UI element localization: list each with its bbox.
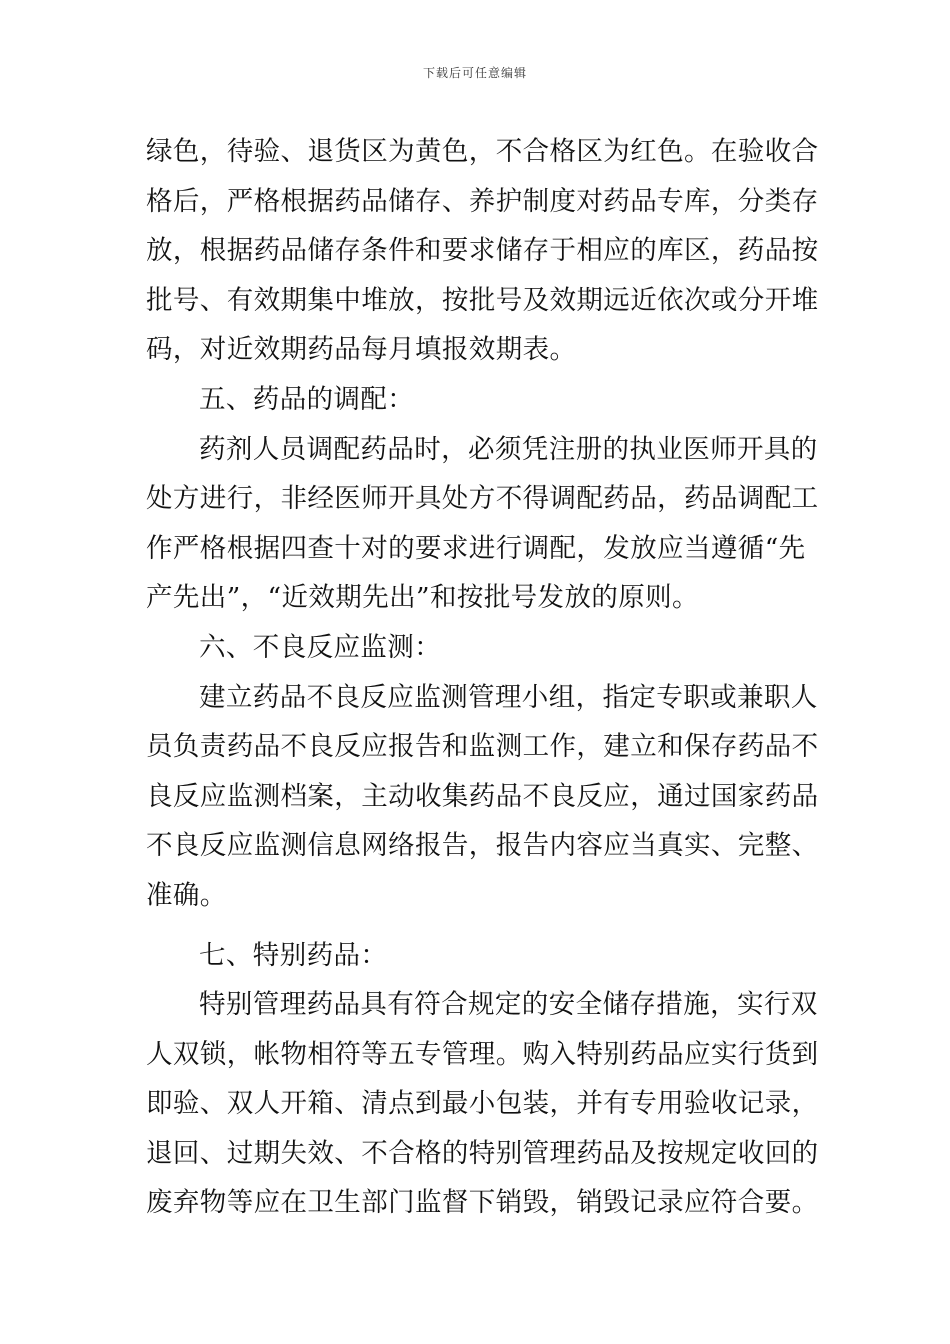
document-body <box>146 127 819 1228</box>
paragraph-line: 准确。 <box>146 879 227 911</box>
paragraph-line: 员负责药品不良反应报告和监测工作，建立和保存药品不 <box>146 731 819 763</box>
paragraph-line: 格后，严格根据药品储存、养护制度对药品专库，分类存 <box>146 185 819 217</box>
paragraph-line: 退回、过期失效、不合格的特别管理药品及按规定收回的 <box>146 1137 819 1169</box>
page-header: 下载后可任意编辑 <box>422 66 527 80</box>
section-heading-5: 五、药品的调配： <box>199 383 415 415</box>
paragraph-line: 人双锁，帐物相符等五专管理。购入特别药品应实行货到 <box>146 1038 819 1070</box>
paragraph-line: 废弃物等应在卫生部门监督下销毁，销毁记录应符合要。 <box>146 1187 819 1219</box>
paragraph-line: 产先出”，“近效期先出”和按批号发放的原则。 <box>146 582 699 614</box>
paragraph-line: 特别管理药品具有符合规定的安全储存措施，实行双 <box>199 989 818 1021</box>
section-spacer <box>146 921 810 931</box>
section-heading-6: 六、不良反应监测： <box>199 631 442 663</box>
paragraph-line: 良反应监测档案，主动收集药品不良反应，通过国家药品 <box>146 780 819 812</box>
section-heading-7: 七、特别药品： <box>199 939 388 971</box>
paragraph-line: 不良反应监测信息网络报告，报告内容应当真实、完整、 <box>146 830 819 862</box>
paragraph-line: 放，根据药品储存条件和要求储存于相应的库区，药品按 <box>146 235 819 267</box>
paragraph-line: 绿色，待验、退货区为黄色，不合格区为红色。在验收合 <box>146 136 819 167</box>
paragraph-line: 药剂人员调配药品时，必须凭注册的执业医师开具的 <box>199 433 818 465</box>
paragraph-line: 批号、有效期集中堆放，按批号及效期远近依次或分开堆 <box>146 284 819 316</box>
paragraph-line: 处方进行，非经医师开具处方不得调配药品，药品调配工 <box>146 483 819 515</box>
paragraph-line: 建立药品不良反应监测管理小组，指定专职或兼职人 <box>199 681 818 713</box>
paragraph-line: 作严格根据四查十对的要求进行调配，发放应当遵循“先 <box>146 532 806 564</box>
paragraph-line: 码，对近效期药品每月填报效期表。 <box>146 334 577 366</box>
paragraph-line: 即验、双人开箱、清点到最小包装，并有专用验收记录， <box>146 1088 819 1120</box>
